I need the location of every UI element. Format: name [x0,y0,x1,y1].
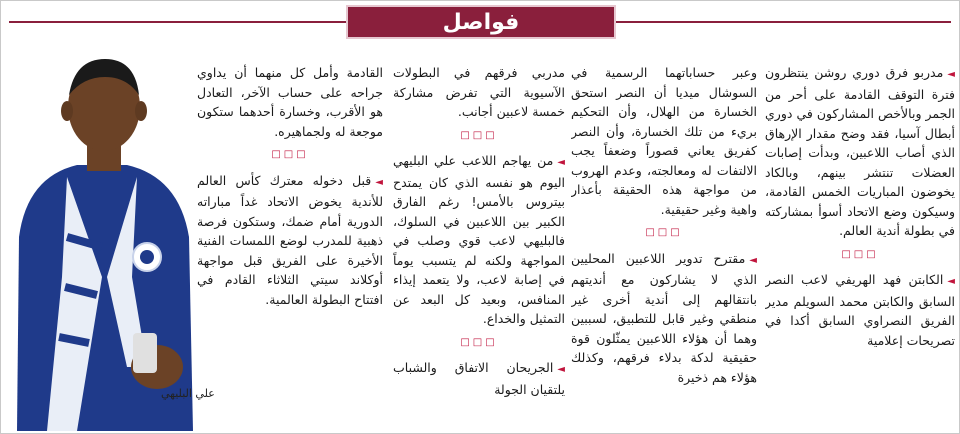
paragraph: ◄الجريحان الاتفاق والشباب يلتقيان الجولة [393,360,565,397]
separator: □□□ [271,149,309,160]
separator: □□□ [841,248,879,260]
section-title: فواصل [442,9,520,35]
separator: □□□ [645,227,683,238]
photo-caption: علي البليهي [161,387,215,400]
article-column-3 [393,63,565,427]
bullet-icon: ◄ [749,254,757,266]
paragraph: ◄مقترح تدوير اللاعبين المحليين الذي لا يشاركون مع أنديتهم بانتقالهم إلى أندية أخرى غير منطقي وغير قابل للتطبيق، لسببين وهما أن هؤلاء اللاعبين يمثّلون قوة حقيقية لدكة بدلاء فرقهم، وكذلك هؤلاء هم ذخيرة [571,250,757,385]
paragraph: وعبر حساباتهما الرسمية في السوشال ميديا أن النصر استحق الخسارة من الهلال، وأن التحكيم بريء من تلك الخسارة، وأن النصر كفريق يعاني قصوراً وضعفاً يجب الالتفات له ومعالجته، وعدم الهروب من مواجهة هذه الحقيقة بأعذار واهية وغير حقيقية. [571,65,757,217]
section-header [346,5,616,39]
separator: □□□ [460,336,498,348]
bullet-icon: ◄ [557,157,565,168]
paragraph: ◄قبل دخوله معترك كأس العالم للأندية يخوض الاتحاد غداً مباراته الدورية أمام ضمك، وستكون فرصة ذهبية للمدرب لوضع اللمسات الفنية الأخيرة على الفريق قبل مواجهة أوكلاند سيتي الثلاثاء القادم في افتتاح البطولة العالمية. [197,172,383,307]
paragraph: ◄مدربو فرق دوري روشن ينتظرون فترة التوقف القادمة على أحر من الجمر وبالأخص المشاركون في دوري أبطال آسيا، فقد وضح مقدار الإرهاق الذي أصاب اللاعبين، وبدأت إصابات العضلات تنتشر بينهم، وبالكاد يخوضون المباريات الخمس القادمة، وسيكون وضع الاتحاد أسوأ بمشاركته في بطولة أندية العالم. [765,65,955,238]
article-column-1 [765,63,955,427]
player-photo [7,37,197,431]
bullet-icon: ◄ [947,276,955,287]
bullet-icon: ◄ [375,176,383,188]
bullet-icon: ◄ [947,69,955,80]
paragraph: مدربي فرقهم في البطولات الآسيوية التي تفرض مشاركة خمسة لاعبين أجانب. [393,65,565,119]
article-column-2 [571,63,757,427]
bullet-icon: ◄ [557,364,565,375]
separator: □□□ [460,129,498,141]
paragraph: ◄من يهاجم اللاعب علي البليهي اليوم هو نفسه الذي كان يمتدح بيتروس بالأمس! رغم الفارق الكبير بين اللاعبين في السلوك، فالبليهي لاعب قوي وصلب في المواجهة ولكنه لم يتسبب يوماً في إصابة لاعب، ولا يتعمد إيذاء المنافس، وبعيد كل البعد عن التمثيل والخداع. [393,153,565,326]
paragraph: ◄الكابتن فهد الهريفي لاعب النصر السابق والكابتن محمد السويلم مدير الفريق النصراوي السابق أكدا في تصريحات إعلامية [765,272,955,348]
article-column-4 [197,63,383,427]
paragraph: القادمة وأمل كل منهما أن يداوي جراحه على حساب الآخر، التعادل هو الأقرب، وخسارة أحدهما ستكون موجعة له ولجماهيره. [197,65,383,139]
